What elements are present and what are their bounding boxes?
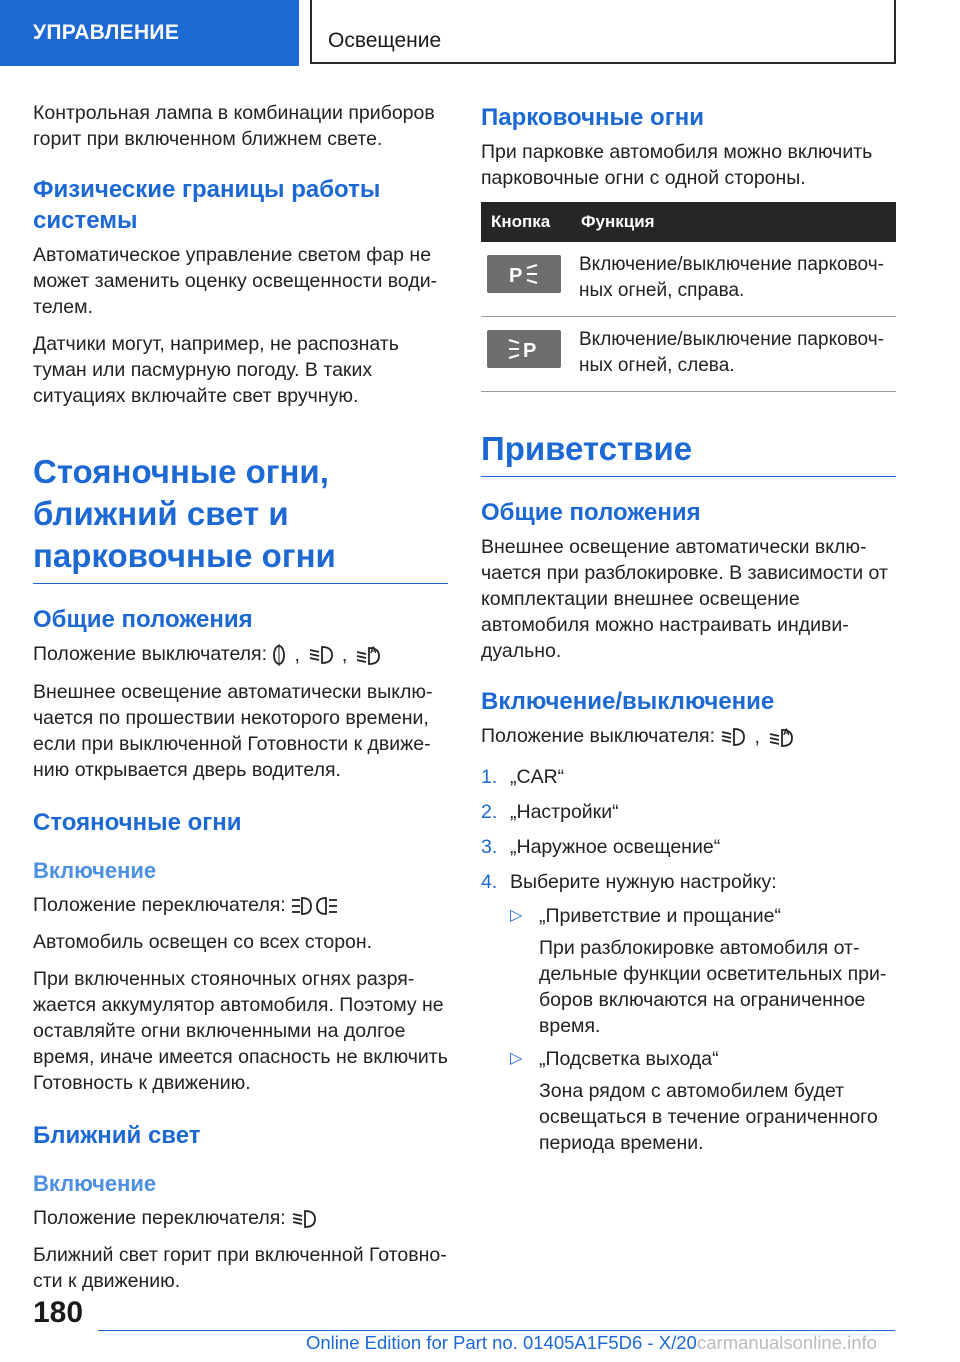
switch-position-label-2: Положение переключателя: [33,893,286,916]
heading-low-beam: Ближний свет [33,1121,201,1149]
low-beam-icon [291,1208,317,1230]
paragraph-limits-2: Датчики могут, например, не распознать туман или пасмурную погоду. В таких ситуациях включайте свет вручную. [33,333,399,407]
step-text: „CAR“ [510,765,565,788]
parking-light-right-icon [487,255,561,293]
auto-light-icon [768,725,794,749]
page-header [0,0,960,66]
separator: , [341,643,348,666]
row-function-text: Включение/выключение парковочных огней, справа. [571,242,896,317]
step-number: 4. [481,870,498,893]
heading-general-left: Общие положения [33,606,253,633]
subheading-on-2: Включение [33,1170,157,1196]
separator: , [754,725,760,748]
paragraph-all-sides: Автомобиль освещен со всех сторон. [33,930,373,953]
option-description: Зона рядом с автомобилем будет освещаться в течение ограниченного периода времени. [539,1079,878,1154]
triangle-icon: ▷ [510,906,523,924]
section-tab: УПРАВЛЕНИЕ [0,0,299,66]
parking-light-icon [291,895,339,917]
paragraph-switch-position-right [481,723,896,750]
heading-general-right: Общие положения [481,499,701,526]
table-row [481,317,896,392]
list-item [510,903,896,1039]
step-text: „Наружное освещение“ [510,835,721,858]
step-number: 2. [481,800,498,823]
heading-main-lights: Стояночные огни, ближний свет и парковочные огни [33,451,448,584]
row-function-text: Включение/выключение парковочных огней, слева. [571,317,896,392]
right-column [481,100,896,1165]
list-item [481,764,896,790]
footer-divider [98,1330,895,1331]
switch-icons [272,642,381,668]
auto-light-icon [355,643,381,667]
list-item [481,834,896,860]
footer-edition: Online Edition for Part no. 01405A1F5D6 - X/20 [306,1332,697,1353]
heading-system-limits: Физические границы работы системы [33,176,381,234]
triangle-icon: ▷ [510,1049,523,1067]
svg-text:A: A [782,726,790,737]
option-title: „Подсветка выхода“ [539,1047,719,1070]
paragraph-parking: При парковке автомобиля можно включить парковочные огни с одной стороны. [481,141,873,189]
paragraph-general-left: Внешнее освещение автоматически выключается по прошествии некоторого времени, если при выключенной Готовности к движению открывается дверь водителя. [33,680,433,781]
svg-text:P: P [509,265,523,286]
light-off-icon [272,643,286,667]
paragraph-battery: При включенных стояночных огнях разряжается аккумулятор автомобиля. Поэтому не оставляйте огни включенными на долгое время, иначе имеется опасность не включить Готовность к движению. [33,967,448,1094]
heading-welcome: Приветствие [481,428,896,477]
option-description: При разблокировке автомобиля отдельные функции осветительных приборов включаются на ограниченное время. [539,936,887,1037]
switch-position-label: Положение выключателя: [33,643,268,665]
option-title: „Приветствие и прощание“ [539,904,781,927]
svg-text:P: P [523,340,537,361]
separator: , [294,643,300,666]
switch-position-label-3: Положение переключателя: [33,1206,286,1229]
paragraph-switch-position [33,641,448,668]
page-number: 180 [33,1296,84,1329]
footer-watermark: carmanualsonline.info [697,1332,877,1353]
chapter-title: Освещение [310,0,896,64]
column-button: Кнопка [481,202,571,242]
step-number: 3. [481,835,498,858]
heading-parking: Парковочные огни [481,104,704,131]
sub-options [510,903,896,1156]
step-number: 1. [481,765,498,788]
list-item [510,1046,896,1156]
low-beam-icon [308,644,334,666]
paragraph-general-right: Внешнее освещение автоматически включается при разблокировке. В зависимости от комплектации внешнее освещение автомобиля можно настраивать индивидуально. [481,536,888,662]
table-row [481,242,896,317]
heading-onoff: Включение/выключение [481,688,775,715]
paragraph-low-beam: Ближний свет горит при включенной Готовности к движению. [33,1243,447,1292]
left-column [33,100,448,1305]
list-item [481,869,896,1156]
switch-icons-right [720,724,793,750]
steps-list [481,764,896,1156]
heading-parking-lights: Стояночные огни [33,808,242,836]
parking-light-left-icon [487,330,561,368]
subheading-on-1: Включение [33,857,157,883]
column-function: Функция [571,202,896,242]
svg-text:A: A [370,644,377,655]
low-beam-icon [720,726,746,748]
paragraph-limits-1: Автоматическое управление светом фар не может заменить оценку освещенности водителем. [33,244,438,318]
paragraph-indicator: Контрольная лампа в комбинации приборов горит при включенном ближнем свете. [33,102,435,150]
list-item [481,799,896,825]
function-table [481,202,896,392]
paragraph-switch-position-3 [33,1205,448,1231]
step-text: „Настройки“ [510,800,619,823]
step-text: Выберите нужную настройку: [510,870,777,893]
paragraph-switch-position-2 [33,892,448,918]
switch-position-label-right: Положение выключателя: [481,725,716,747]
